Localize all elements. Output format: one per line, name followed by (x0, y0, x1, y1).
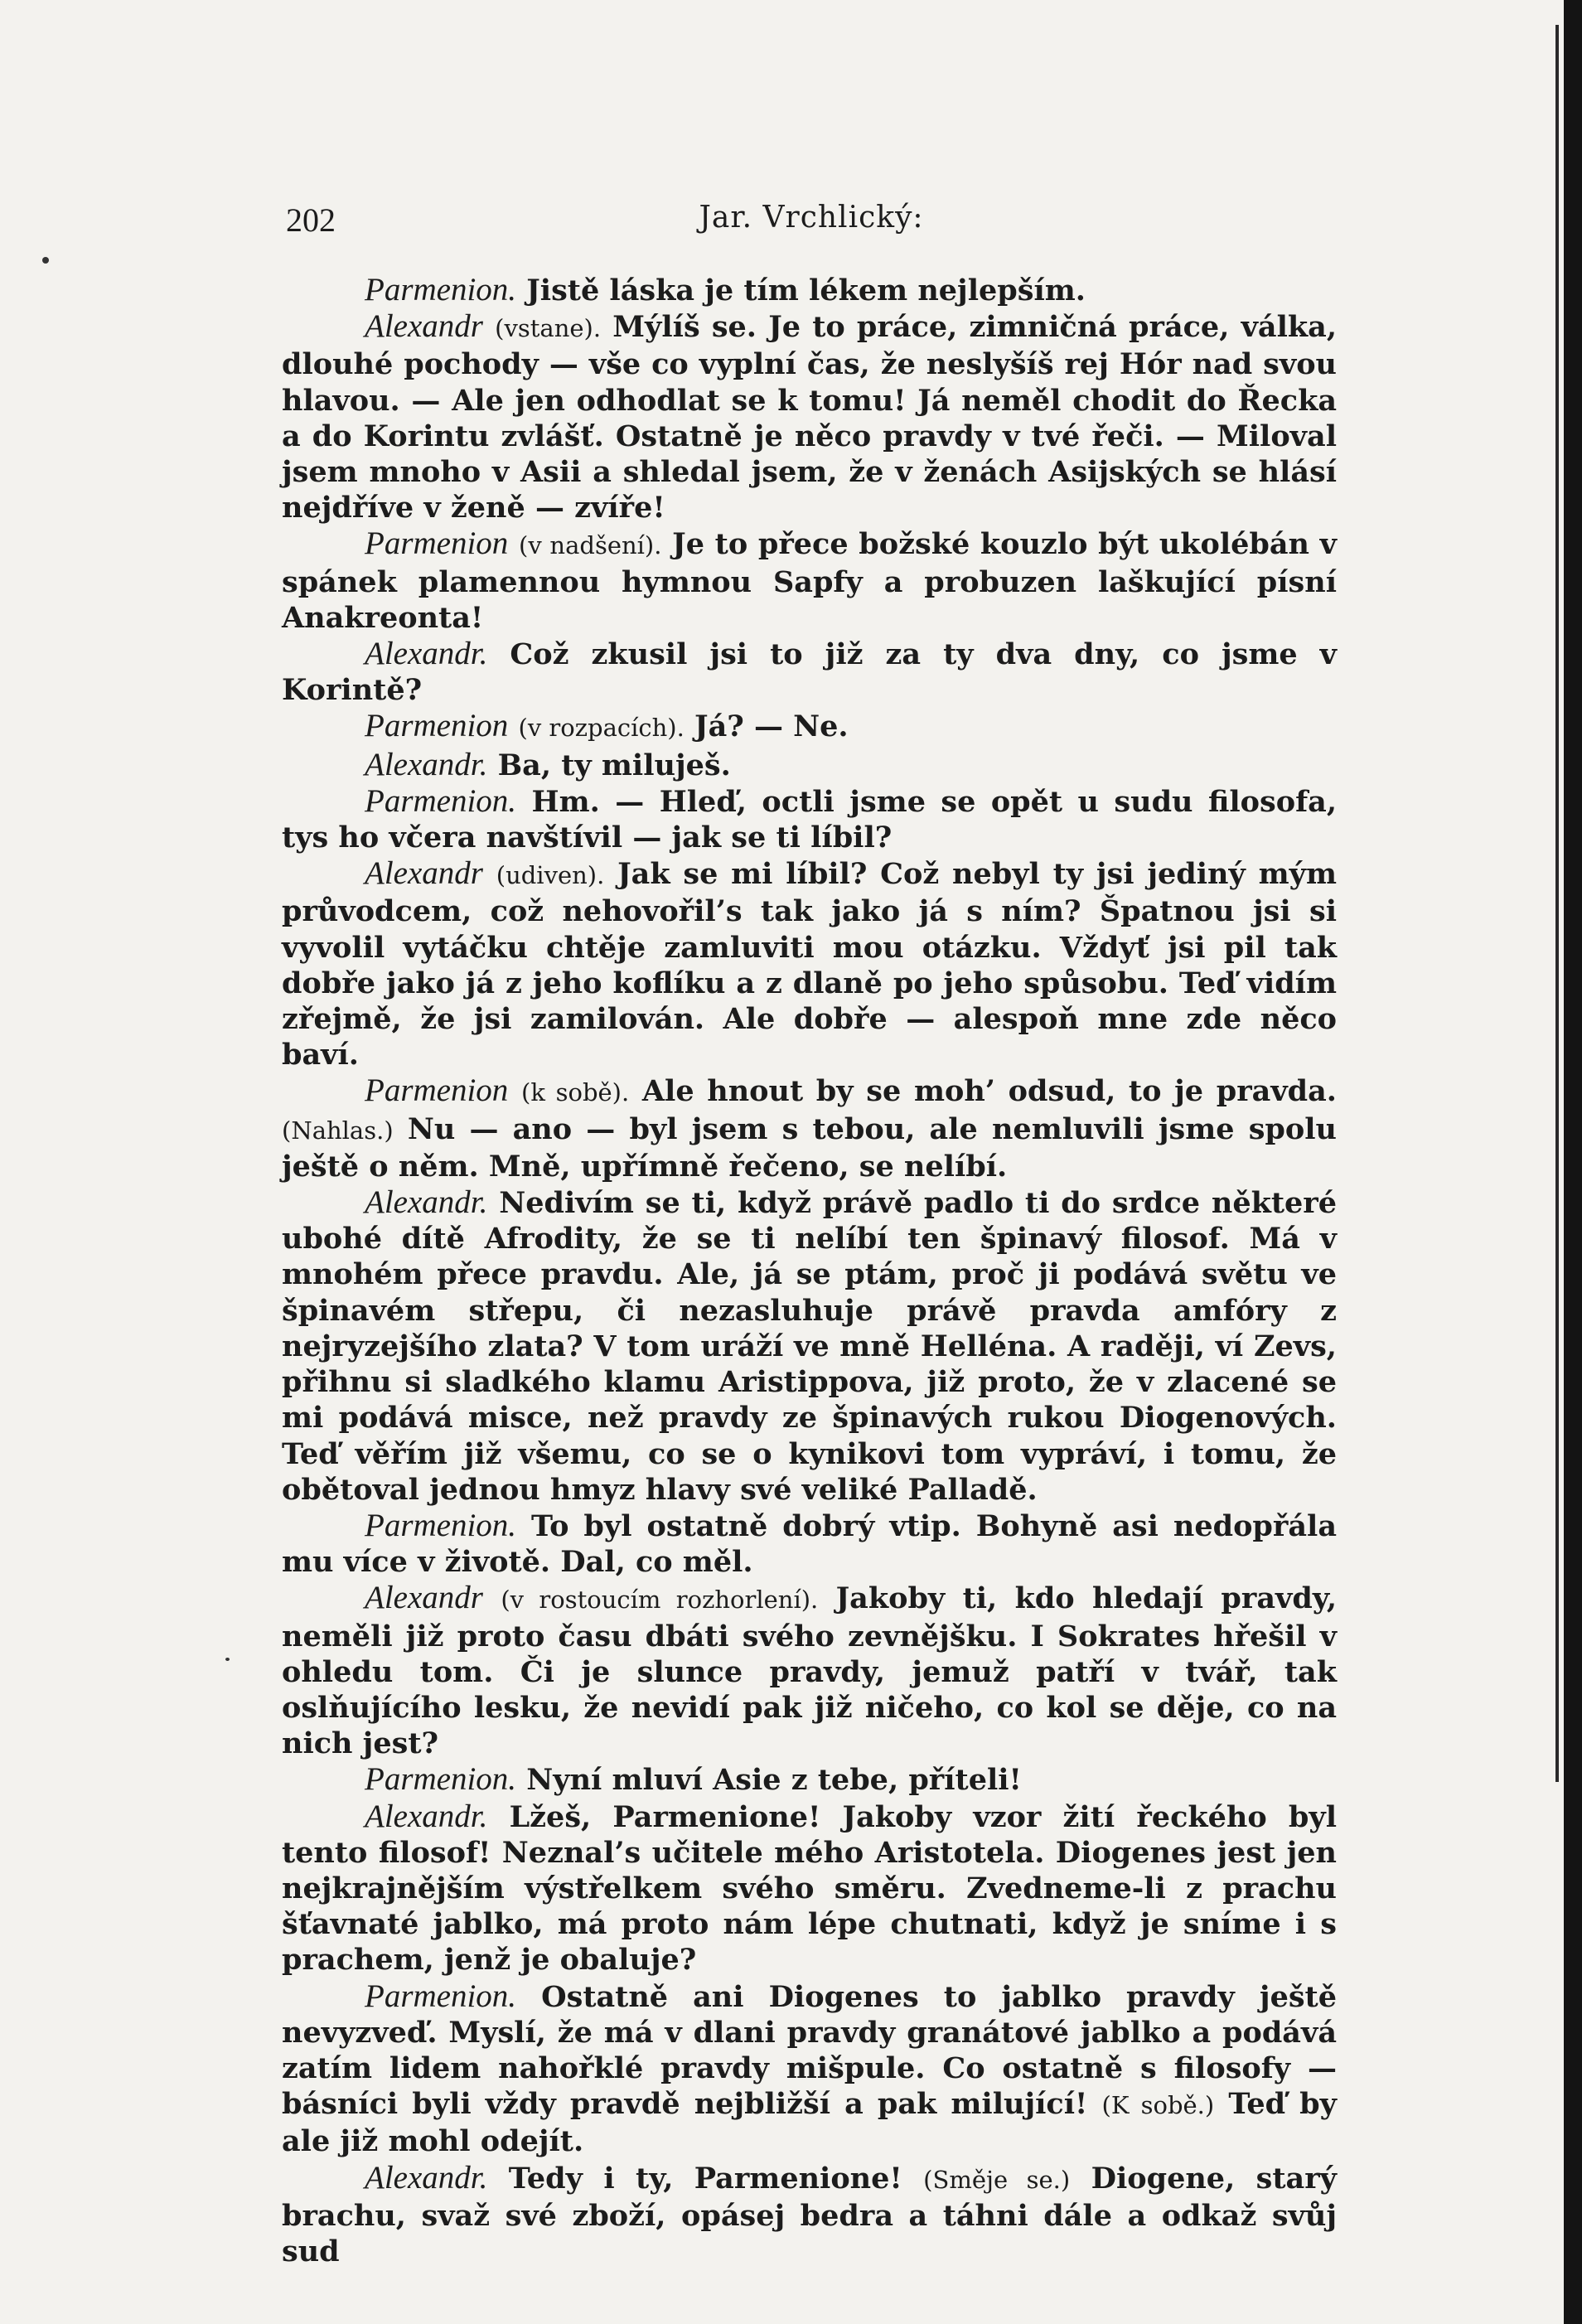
dialogue-text: Lžeš, Parmenione! Jakoby vzor žití řeckého byl tento filosof! Neznal’s učitele mého Aristotela. Diogenes jest jen nejkrajnějším výstřelkem svého směru. Zvedneme-li z prachu šťavnaté jablko, má proto nám lépe chutnati, když je sníme i s prachem, jenž je obaluje? (282, 1799, 1337, 1978)
scan-edge-line (1555, 25, 1559, 1782)
speaker-name: Parmenion. (365, 782, 517, 819)
speaker-name: Parmenion (365, 708, 509, 744)
dialogue-paragraph (282, 1508, 1337, 1580)
dialogue-paragraph (282, 855, 1337, 1072)
stage-direction: (v rostoucím rozhorlení). (501, 1586, 819, 1615)
stage-direction: (k sobě). (521, 1078, 630, 1107)
dialogue-paragraph (282, 636, 1337, 708)
dialogue-text (508, 527, 519, 561)
dialogue-paragraph (282, 1761, 1337, 1798)
speaker-name: Parmenion. (365, 1507, 517, 1543)
scan-speck (42, 257, 49, 264)
speaker-name: Alexandr (365, 855, 483, 892)
dialogue-paragraph (282, 525, 1337, 636)
stage-direction: (udiven). (496, 861, 605, 890)
scan-speck (225, 1658, 230, 1661)
speaker-name: Parmenion. (365, 272, 517, 307)
stage-direction: (vstane). (495, 314, 602, 343)
stage-direction: (Směje se.) (923, 2165, 1071, 2194)
dialogue-text: Ale hnout by se moh’ odsud, to je pravda. (629, 1074, 1337, 1109)
speaker-name: Alexandr. (365, 746, 488, 782)
dialogue-text: Mýlíš se. Je to práce, zimničná práce, válka, dlouhé pochody — vše co vyplní čas, že neslyšíš rej Hór nad svou hlavou. — Ale jen odhodlat se k tomu! Já neměl chodit do Řecka a do Korintu zvlášť. Ostatně je něco pravdy v tvé řeči. — Miloval jsem mnoho v Asii a shledal jsem, že v ženách Asijských se hlásí nejdříve v ženě — zvíře! (282, 310, 1338, 525)
dialogue-paragraph (282, 1072, 1337, 1184)
dialogue-text: Hm. — Hleď, octli jsme se opět u sudu filosofa, tys ho včera navštívil — jak se ti líbil? (282, 784, 1337, 855)
speaker-name: Alexandr. (365, 2159, 488, 2196)
speaker-name: Alexandr. (365, 1184, 488, 1221)
dialogue-text: Jak se mi líbil? Což nebyl ty jsi jediný mým průvodcem, což nehovořil’s tak jako já s ním? Špatnou jsi si vyvolil vytáčku chtěje zamluviti mou otázku. Vždyť jsi pil tak dobře jako já z jeho koflíku a z dlaně po jeho spůsobu. Teď vidím zřejmě, že jsi zamilován. Ale dobře — alespoň mne zde něco baví. (282, 857, 1337, 1072)
speaker-name: Alexandr (365, 308, 483, 345)
dialogue-text: Nyní mluví Asie z tebe, příteli! (516, 1763, 1022, 1798)
dialogue-paragraph (282, 1184, 1337, 1508)
dialogue-paragraph (282, 2160, 1337, 2270)
dialogue-text (508, 1074, 521, 1108)
stage-direction: (v rozpacích). (518, 714, 685, 743)
dialogue-text: Což zkusil jsi to již za ty dva dny, co jsme v Korintě? (282, 637, 1337, 708)
dialogue-paragraph (282, 1799, 1337, 1978)
dialogue-text: Jistě láska je tím lékem nejlepším. (516, 274, 1086, 307)
dialogue-text: Já? — Ne. (684, 709, 849, 744)
speaker-name: Alexandr. (365, 1798, 488, 1834)
stage-direction: (v nadšení). (519, 531, 662, 560)
scan-edge (1564, 0, 1582, 2324)
page-header (286, 201, 1337, 250)
dialogue-text (508, 709, 518, 743)
speaker-name: Parmenion (365, 525, 509, 562)
dialogue-text (483, 857, 496, 891)
dialogue-paragraph (282, 1580, 1337, 1761)
dialogue-text: Teď by ale již mohl odejít. (282, 2087, 1337, 2159)
speaker-name: Alexandr (365, 1580, 483, 1616)
page-number: 202 (286, 201, 336, 239)
speaker-name: Parmenion. (365, 1761, 517, 1798)
dialogue-text: Nedivím se ti, když právě padlo ti do srdce některé ubohé dítě Afrodity, že se ti nelíbí ten špinavý filosof. Má v mnohém přece pravdu. Ale, já se ptám, proč ji podává světu ve špinavém střepu, či nezasluhuje právě pravda amfóry z nejryzejšího zlata? V tom uráží ve mně Helléna. A raději, ví Zevs, přihnu si sladkého klamu Aristippova, již proto, že v zlacené se mi podává misce, než pravdy ze špinavých rukou Diogenových. Teď věřím již všemu, co se o kynikovi tom vypráví, i tomu, že obětoval jednou hmyz hlavy své veliké Palladě. (282, 1186, 1337, 1507)
dialogue-text: Tedy i ty, Parmenione! (487, 2161, 924, 2196)
dialogue-paragraph (282, 272, 1337, 308)
dialogue-text: Ostatně ani Diogenes to jablko pravdy ještě nevyzveď. Myslí, že má v dlani pravdy granátové jablko a podává zatím lidem nahořklé pravdy mišpule. Co ostatně s filosofy — básníci byli vždy pravdě nejbližší a pak milující! (282, 1979, 1337, 2122)
dialogue-paragraph (282, 308, 1337, 525)
running-head: Jar. Vrchlický: (699, 201, 924, 235)
dialogue-text: Jakoby ti, kdo hledají pravdy, neměli již proto času dbáti svého zevnějšku. I Sokrates hřešil v ohledu tom. Či je slunce pravdy, jemuž patří v tvář, tak oslňujícího lesku, že nevidí pak již ničeho, co kol se děje, co na nich jest? (282, 1581, 1338, 1761)
dialogue-paragraph (282, 783, 1337, 855)
dialogue-paragraph (282, 708, 1337, 746)
dialogue-text: To byl ostatně dobrý vtip. Bohyně asi nedopřála mu více v životě. Dal, co měl. (282, 1508, 1337, 1580)
dialogue-text (483, 1581, 501, 1615)
dialogue-text: Je to přece božské kouzlo být ukolébán v spánek plamennou hymnou Sapfy a probuzen laškující písní Anakreonta! (282, 527, 1338, 635)
speaker-name: Parmenion. (365, 1978, 517, 2014)
dialogue-text: Ba, ty miluješ. (487, 748, 731, 782)
dialogue-text: Nu — ano — byl jsem s tebou, ale nemluvili jsme spolu ještě o něm. Mně, upřímně řečeno, se nelíbí. (282, 1111, 1337, 1184)
speaker-name: Parmenion (365, 1072, 509, 1109)
stage-direction: (K sobě.) (1101, 2091, 1215, 2120)
dialogue-paragraph (282, 1978, 1337, 2160)
speaker-name: Alexandr. (365, 636, 488, 672)
dialogue-text (483, 310, 495, 344)
dialogue-text: Diogene, starý brachu, svaž své zboží, opásej bedra a táhni dále a odkaž svůj sud (282, 2161, 1337, 2268)
dialogue-paragraph (282, 747, 1337, 783)
stage-direction: (Nahlas.) (282, 1116, 394, 1145)
body-text (282, 272, 1337, 2269)
